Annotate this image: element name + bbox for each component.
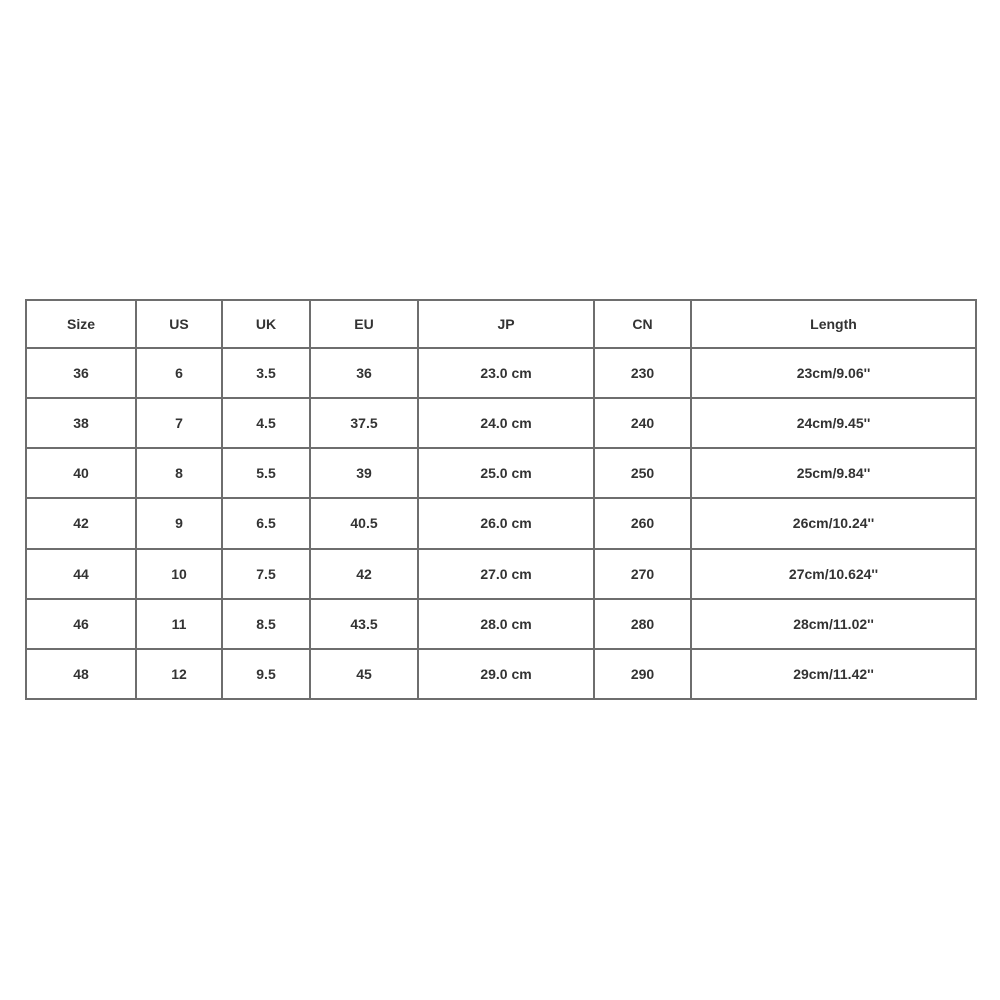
header-row [26,300,976,348]
cell-eu: 45 [310,649,418,699]
header-size: Size [26,300,136,348]
table-row [26,549,976,599]
cell-uk: 5.5 [222,448,310,498]
cell-uk: 4.5 [222,398,310,448]
cell-eu: 40.5 [310,498,418,548]
cell-us: 12 [136,649,222,699]
table-row [26,649,976,699]
header-us: US [136,300,222,348]
cell-jp: 28.0 cm [418,599,594,649]
cell-jp: 25.0 cm [418,448,594,498]
cell-uk: 8.5 [222,599,310,649]
cell-uk: 7.5 [222,549,310,599]
cell-length: 25cm/9.84'' [691,448,976,498]
cell-length: 27cm/10.624'' [691,549,976,599]
cell-size: 46 [26,599,136,649]
cell-size: 48 [26,649,136,699]
size-chart-table [25,299,977,700]
cell-us: 6 [136,348,222,398]
cell-size: 36 [26,348,136,398]
table-row [26,398,976,448]
cell-us: 10 [136,549,222,599]
cell-jp: 29.0 cm [418,649,594,699]
cell-length: 29cm/11.42'' [691,649,976,699]
cell-cn: 240 [594,398,691,448]
cell-us: 8 [136,448,222,498]
cell-us: 9 [136,498,222,548]
cell-eu: 42 [310,549,418,599]
cell-length: 24cm/9.45'' [691,398,976,448]
table-row [26,599,976,649]
cell-us: 7 [136,398,222,448]
header-uk: UK [222,300,310,348]
cell-cn: 290 [594,649,691,699]
header-eu: EU [310,300,418,348]
header-jp: JP [418,300,594,348]
cell-us: 11 [136,599,222,649]
cell-size: 42 [26,498,136,548]
cell-jp: 24.0 cm [418,398,594,448]
cell-jp: 26.0 cm [418,498,594,548]
header-cn: CN [594,300,691,348]
cell-size: 40 [26,448,136,498]
cell-cn: 270 [594,549,691,599]
cell-length: 23cm/9.06'' [691,348,976,398]
cell-cn: 230 [594,348,691,398]
cell-eu: 36 [310,348,418,398]
cell-eu: 43.5 [310,599,418,649]
cell-uk: 3.5 [222,348,310,398]
cell-eu: 37.5 [310,398,418,448]
cell-length: 28cm/11.02'' [691,599,976,649]
table-row [26,498,976,548]
cell-size: 44 [26,549,136,599]
cell-uk: 9.5 [222,649,310,699]
cell-jp: 23.0 cm [418,348,594,398]
cell-jp: 27.0 cm [418,549,594,599]
table-row [26,348,976,398]
cell-cn: 280 [594,599,691,649]
table-row [26,448,976,498]
cell-size: 38 [26,398,136,448]
cell-eu: 39 [310,448,418,498]
cell-cn: 250 [594,448,691,498]
cell-uk: 6.5 [222,498,310,548]
cell-length: 26cm/10.24'' [691,498,976,548]
cell-cn: 260 [594,498,691,548]
header-length: Length [691,300,976,348]
